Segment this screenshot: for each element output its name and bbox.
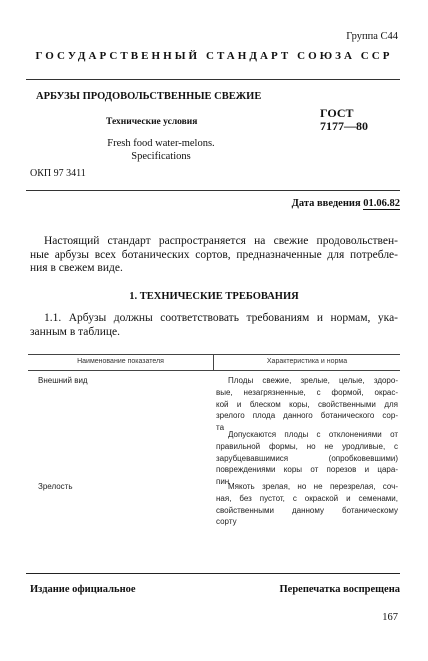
table-row-appearance-note: [216, 429, 398, 488]
table-top-rule: [28, 354, 400, 355]
table-cell-line: пин: [216, 477, 230, 487]
table-row-ripeness-name: Зрелость: [38, 482, 73, 491]
effective-date-label: Дата введения: [291, 198, 361, 209]
table-cell-line: Мякоть зрелая, но не перезрелая, соч-: [228, 482, 398, 491]
group-label: Группа С44: [346, 31, 398, 42]
table-cell-line: повреждениями коры от порезов и царa-: [216, 465, 398, 475]
table-header-name: Наименование показателя: [77, 358, 164, 365]
reprint-prohibited-note: Перепечатка воспрещена: [279, 584, 400, 595]
english-title-line-1: Fresh food water-melons.: [107, 138, 215, 149]
table-cell-line: кой и блеском коры, свойственными для: [216, 399, 398, 409]
table-cell-line: ная, без пустот, с окраской и семенами,: [216, 493, 398, 503]
table-cell-line: зрелого плода данного ботанического сор-: [216, 411, 398, 421]
table-cell-line: та: [216, 423, 225, 433]
effective-date: [292, 198, 400, 209]
intro-line: ния в свежем виде.: [30, 262, 123, 274]
effective-date-value: 01.06.82: [363, 198, 400, 209]
table-cell-line: правильной формы, но не уродливые, с: [216, 441, 398, 451]
divider-title: [26, 190, 400, 191]
table-header-rule: [28, 370, 400, 371]
table-cell-line: зарубцевавшимися (опробковевшими): [216, 453, 398, 463]
table-row-ripeness-value: [216, 481, 398, 528]
english-title-line-2: Specifications: [131, 150, 191, 162]
table-cell-line: Допускаются плоды с отклонениями от: [228, 430, 398, 439]
standard-heading: ГОСУДАРСТВЕННЫЙ СТАНДАРТ СОЮЗА ССР: [35, 50, 393, 62]
table-cell-line: свойственными данному ботаническому: [216, 505, 398, 515]
table-cell-line: сорту: [216, 517, 237, 527]
divider-footer: [26, 573, 400, 574]
english-title: [96, 138, 226, 163]
document-title: АРБУЗЫ ПРОДОВОЛЬСТВЕННЫЕ СВЕЖИЕ: [36, 91, 262, 102]
clause-line: 1.1. Арбузы должны соответствовать требованиям и нормам, ука-: [44, 312, 398, 324]
requirements-table: [28, 354, 400, 544]
gost-line-1: ГОСТ: [320, 106, 354, 120]
table-cell-line: Плоды свежие, зрелые, целые, здоро-: [228, 376, 398, 385]
divider-top: [26, 79, 400, 80]
page-number: 167: [382, 612, 398, 623]
document-subtitle: Технические условия: [106, 117, 198, 127]
table-row-appearance-value: [216, 375, 398, 434]
official-edition-note: Издание официальное: [30, 584, 136, 595]
intro-paragraph: [30, 235, 398, 276]
table-header-value: Характеристика и норма: [266, 358, 348, 365]
table-cell-line: вые, незагрязненные, с формой, окрас-: [216, 387, 398, 397]
gost-number: [320, 107, 368, 133]
gost-line-2: 7177—80: [320, 119, 368, 133]
clause-line: занным в таблице.: [30, 325, 121, 338]
section-heading: 1. ТЕХНИЧЕСКИЕ ТРЕБОВАНИЯ: [129, 291, 299, 302]
clause-paragraph: [30, 312, 398, 339]
intro-line: Настоящий стандарт распространяется на свежие продовольствен-: [44, 235, 398, 247]
okp-code: ОКП 97 3411: [30, 168, 86, 179]
table-row-appearance-name: Внешний вид: [38, 376, 88, 385]
intro-line: ные арбузы всех ботанических сортов, предназначенные для потребле-: [30, 248, 398, 261]
